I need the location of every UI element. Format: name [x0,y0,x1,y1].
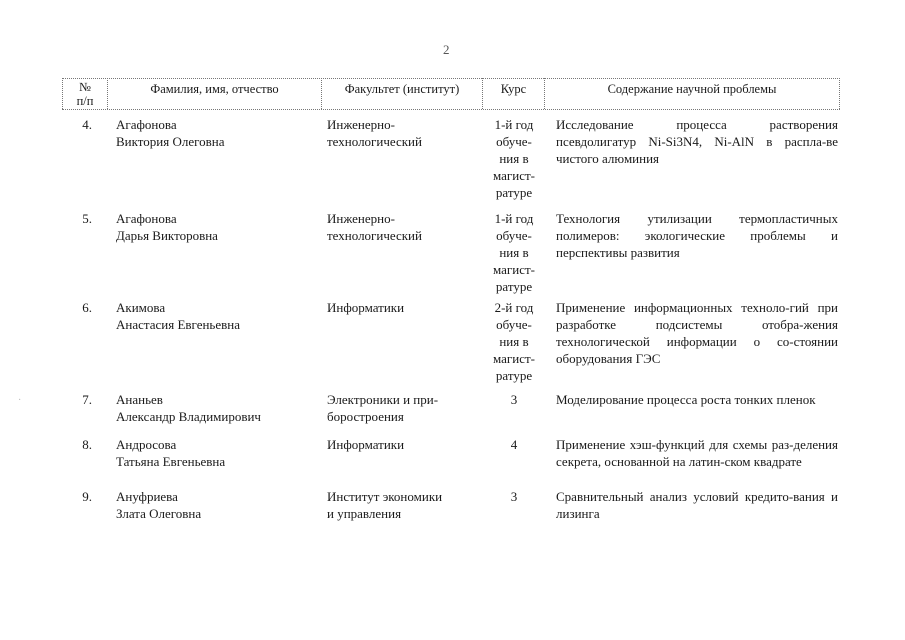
row-course-line: 1-й год [494,117,534,132]
row-topic: Моделирование процесса роста тонких пленок [556,392,816,407]
table-header-bottom-border [62,109,840,110]
row-faculty-line1: Информатики [327,300,405,315]
row-course-line: 1-й год [494,211,534,226]
row-topic: Исследование процесса растворения псевдолигатур Ni-Si3N4, Ni-AlN в распла-ве чистого алюминия [556,117,838,166]
row-topic: Применение хэш-функций для схемы раз-деления секрета, основанной на латин-ском квадрате [556,437,838,469]
row-number: 4. [82,117,92,132]
header-faculty: Факультет (институт) [321,78,482,109]
row-surname: Ананьев [116,392,163,407]
row-course-line: магист- [493,351,535,366]
row-number: 6. [82,300,92,315]
row-faculty-line2: технологический [327,228,422,243]
row-surname: Акимова [116,300,166,315]
row-surname: Андросова [116,437,177,452]
header-name: Фамилия, имя, отчество [107,78,321,109]
header-topic: Содержание научной проблемы [544,78,840,109]
row-faculty-line1: Инженерно- [327,117,395,132]
row-course-line: ния в [499,151,529,166]
row-faculty-line1: Институт экономики [327,489,443,504]
row-course-line: ратуре [495,279,533,294]
row-course-line: обуче- [496,134,532,149]
row-number: 7. [82,392,92,407]
header-course: Курс [482,78,544,109]
row-topic: Технология утилизации термопластичных полимеров: экологические проблемы и перспективы развития [556,211,838,260]
row-given-names: Злата Олеговна [116,506,202,521]
row-faculty-line2: боростроения [327,409,404,424]
row-given-names: Виктория Олеговна [116,134,225,149]
row-course-line: 4 [510,437,518,452]
row-course-line: магист- [493,262,535,277]
row-topic: Применение информационных техноло-гий при разработке подсистемы отобра-жения технологической информации о со-стоянии оборудования ГЭС [556,300,838,366]
header-num [62,78,107,109]
row-course-line: обуче- [496,228,532,243]
row-course-line: обуче- [496,317,532,332]
row-number: 5. [82,211,92,226]
page-number: 2 [443,42,450,57]
row-topic: Сравнительный анализ условий кредито-вания и лизинга [556,489,838,521]
row-faculty-line1: Информатики [327,437,405,452]
row-course-line: ния в [499,245,529,260]
row-course-line: 3 [510,489,518,504]
row-surname: Ануфриева [116,489,178,504]
row-given-names: Татьяна Евгеньевна [116,454,226,469]
row-number: 8. [82,437,92,452]
row-faculty-line1: Инженерно- [327,211,395,226]
header-num-line2: п/п [76,94,94,108]
row-given-names: Александр Владимирович [116,409,261,424]
margin-mark: · [18,395,22,406]
header-num-line1: № [79,80,91,94]
row-faculty-line2: технологический [327,134,422,149]
row-course-line: 3 [510,392,518,407]
row-faculty-line2: и управления [327,506,402,521]
row-surname: Агафонова [116,211,177,226]
row-given-names: Анастасия Евгеньевна [116,317,240,332]
row-surname: Агафонова [116,117,177,132]
row-course-line: ния в [499,334,529,349]
row-number: 9. [82,489,92,504]
row-course-line: ратуре [495,185,533,200]
row-course-line: магист- [493,168,535,183]
row-course-line: 2-й год [494,300,534,315]
row-faculty-line1: Электроники и при- [327,392,439,407]
row-course-line: ратуре [495,368,533,383]
row-given-names: Дарья Викторовна [116,228,218,243]
